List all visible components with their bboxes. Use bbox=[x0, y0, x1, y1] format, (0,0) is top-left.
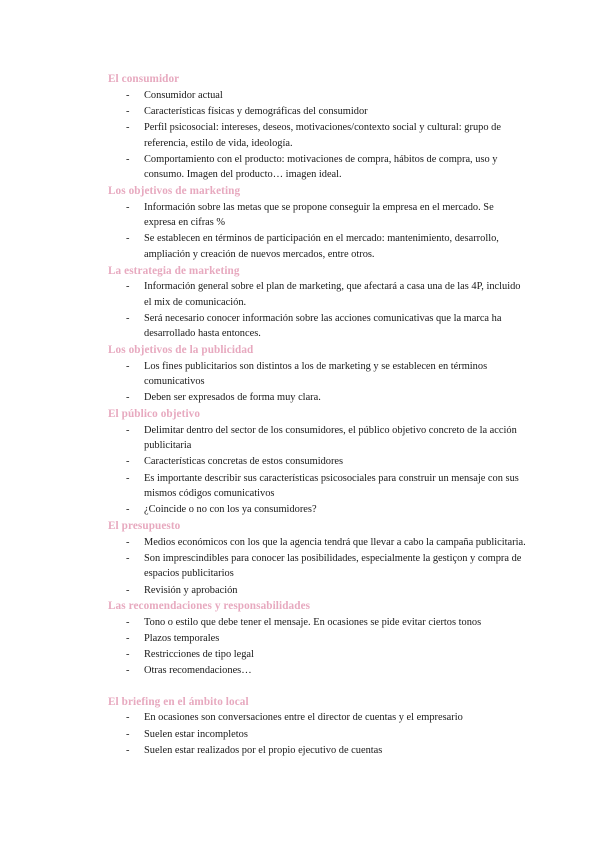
list-item bbox=[108, 200, 528, 231]
list-item-text: Será necesario conocer información sobre las acciones comunicativas que la marca ha desarrollado hasta entonces. bbox=[144, 312, 502, 340]
bullet-dash: - bbox=[126, 392, 130, 404]
list-item bbox=[108, 231, 528, 262]
bullet-dash: - bbox=[126, 105, 130, 117]
list-item-text: En ocasiones son conversaciones entre el director de cuentas y el empresario bbox=[144, 712, 463, 724]
bullet-dash: - bbox=[126, 472, 130, 484]
bullet-dash: - bbox=[126, 312, 130, 324]
section-list-estrategia-marketing bbox=[108, 279, 528, 342]
list-item-text: Perfil psicosocial: intereses, deseos, motivaciones/contexto social y cultural: grupo de referencia, estilo de vida, ideología. bbox=[144, 121, 501, 149]
section-list-publico-objetivo bbox=[108, 423, 528, 518]
list-item bbox=[108, 311, 528, 342]
bullet-dash: - bbox=[126, 153, 130, 165]
list-item bbox=[108, 359, 528, 390]
section-title-estrategia-marketing: La estrategia de marketing bbox=[108, 264, 240, 277]
section-title-objetivos-marketing: Los objetivos de marketing bbox=[108, 184, 241, 197]
list-item-text: Medios económicos con los que la agencia tendrá que llevar a cabo la campaña publicitaria. bbox=[144, 536, 526, 548]
list-item-text: ¿Coincide o no con los ya consumidores? bbox=[144, 504, 317, 516]
list-item-text: Revisión y aprobación bbox=[144, 584, 238, 596]
list-item bbox=[108, 743, 528, 759]
list-item-text: Se establecen en términos de participación en el mercado: mantenimiento, desarrollo, ampliación y creación de nuevos mercados, entre otros. bbox=[144, 233, 499, 260]
list-item-text: Comportamiento con el producto: motivaciones de compra, hábitos de compra, uso y consumo. Imagen del producto… imagen ideal. bbox=[144, 153, 498, 181]
bullet-dash: - bbox=[126, 616, 130, 628]
list-item-text: Es importante describir sus características psicosociales para construir un mensaje con sus mismos códigos comunicativos bbox=[144, 472, 519, 500]
bullet-dash: - bbox=[126, 504, 130, 516]
list-item bbox=[108, 279, 528, 310]
list-item bbox=[108, 471, 528, 502]
bullet-dash: - bbox=[126, 665, 130, 677]
list-item-text: Restricciones de tipo legal bbox=[144, 649, 254, 661]
list-item-text: Tono o estilo que debe tener el mensaje. En ocasiones se pide evitar ciertos tonos bbox=[144, 616, 482, 628]
list-item-text: Información general sobre el plan de marketing, que afectará a casa una de las 4P, incluido el mix de comunicación. bbox=[144, 281, 521, 308]
list-item bbox=[108, 631, 528, 647]
bullet-dash: - bbox=[126, 281, 130, 293]
section-list-objetivos-marketing bbox=[108, 200, 528, 263]
list-item bbox=[108, 615, 528, 631]
bullet-dash: - bbox=[126, 712, 130, 724]
section-title-objetivos-publicidad: Los objetivos de la publicidad bbox=[108, 344, 254, 357]
bullet-dash: - bbox=[126, 632, 130, 644]
bullet-dash: - bbox=[126, 744, 130, 756]
bullet-dash: - bbox=[126, 424, 130, 436]
list-item bbox=[108, 152, 528, 183]
section-title-presupuesto: El presupuesto bbox=[108, 519, 181, 532]
section-list-presupuesto bbox=[108, 535, 528, 599]
list-item bbox=[108, 535, 528, 551]
list-item-text: Suelen estar realizados por el propio ejecutivo de cuentas bbox=[144, 744, 383, 756]
section-list-consumidor bbox=[108, 88, 528, 183]
bullet-dash: - bbox=[126, 201, 130, 213]
bullet-dash: - bbox=[126, 89, 130, 101]
list-item-text: Características físicas y demográficas del consumidor bbox=[144, 105, 368, 117]
list-item bbox=[108, 502, 528, 518]
list-item-text: Los fines publicitarios son distintos a los de marketing y se establecen en términos comunicativos bbox=[144, 360, 488, 388]
list-item bbox=[108, 727, 528, 743]
list-item bbox=[108, 551, 528, 582]
bullet-dash: - bbox=[126, 536, 130, 548]
list-item-text: Características concretas de estos consumidores bbox=[144, 456, 344, 468]
list-item-text: Consumidor actual bbox=[144, 89, 223, 101]
list-item bbox=[108, 710, 528, 726]
section-title-briefing-local: El briefing en el ámbito local bbox=[108, 695, 249, 708]
list-item bbox=[108, 104, 528, 120]
bullet-dash: - bbox=[126, 552, 130, 564]
section-title-publico-objetivo: El público objetivo bbox=[108, 408, 201, 421]
list-item bbox=[108, 647, 528, 663]
section-list-recomendaciones bbox=[108, 615, 528, 679]
list-item bbox=[108, 663, 528, 679]
list-item-text: Información sobre las metas que se propone conseguir la empresa en el mercado. Se expresa en cifras % bbox=[144, 201, 494, 229]
bullet-dash: - bbox=[126, 360, 130, 372]
document-page bbox=[108, 71, 528, 758]
list-item-text: Otras recomendaciones… bbox=[144, 665, 252, 677]
bullet-dash: - bbox=[126, 649, 130, 661]
list-item bbox=[108, 88, 528, 104]
section-title-recomendaciones: Las recomendaciones y responsabilidades bbox=[108, 600, 311, 613]
list-item-text: Plazos temporales bbox=[144, 632, 220, 644]
list-item bbox=[108, 423, 528, 454]
list-item bbox=[108, 583, 528, 599]
list-item bbox=[108, 120, 528, 151]
list-item-text: Son imprescindibles para conocer las posibilidades, especialmente la gestiçon y compra de espacios publicitarios bbox=[144, 552, 522, 580]
bullet-dash: - bbox=[126, 728, 130, 740]
list-item-text: Deben ser expresados de forma muy clara. bbox=[144, 392, 321, 404]
list-item bbox=[108, 454, 528, 470]
section-list-objetivos-publicidad bbox=[108, 359, 528, 406]
bullet-dash: - bbox=[126, 584, 130, 596]
section-list-briefing-local bbox=[108, 710, 528, 758]
bullet-dash: - bbox=[126, 456, 130, 468]
bullet-dash: - bbox=[126, 121, 130, 133]
section-title-consumidor: El consumidor bbox=[108, 73, 180, 85]
list-item-text: Suelen estar incompletos bbox=[144, 728, 248, 740]
list-item bbox=[108, 390, 528, 406]
bullet-dash: - bbox=[126, 233, 130, 245]
list-item-text: Delimitar dentro del sector de los consumidores, el público objetivo concreto de la acción publicitaria bbox=[144, 424, 517, 452]
